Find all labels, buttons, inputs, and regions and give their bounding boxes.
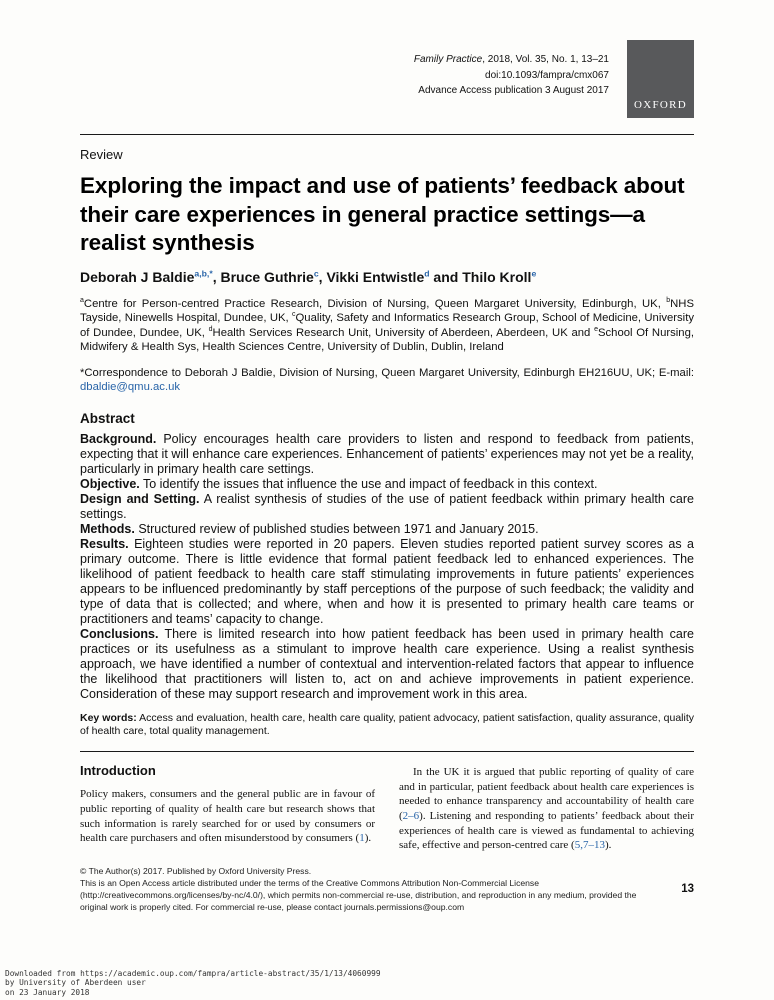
affiliation-ref[interactable]: d <box>424 268 430 279</box>
text-segment: NHS Tayside, Ninewells Hospital, Dundee, UK, <box>80 297 694 325</box>
advance-access-line: Advance Access publication 3 August 2017 <box>418 85 609 96</box>
text-segment: Access and evaluation, health care, health care quality, patient advocacy, patient satisfaction, quality assurance, quality of health care, total quality management. <box>80 711 694 738</box>
citation-link[interactable]: 5,7–13 <box>574 839 605 852</box>
abstract-body <box>80 432 694 702</box>
paragraph-label: Methods. <box>80 521 135 536</box>
affiliation-marker: b <box>666 296 671 304</box>
abstract-paragraph-background <box>80 432 694 477</box>
text-segment: *Correspondence to Deborah J Baldie, Division of Nursing, Queen Margaret University, Edinburgh EH216UU, UK; E-mail: <box>80 366 694 379</box>
affiliations <box>80 297 694 355</box>
text-segment: A realist synthesis of studies of the use of patient feedback within primary health care settings. <box>80 491 694 521</box>
text-segment: and Thilo Kroll <box>429 268 532 285</box>
abstract-paragraph-methods <box>80 522 694 537</box>
text-segment: , 2018, Vol. 35, No. 1, 13–21 <box>482 54 609 65</box>
journal-name: Family Practice <box>413 54 483 65</box>
abstract-paragraph-results <box>80 537 694 627</box>
text-segment: ). <box>604 839 612 852</box>
header-rule <box>80 134 694 135</box>
article-title: Exploring the impact and use of patients’ feedback about their care experiences in general practice settings—a realist synthesis <box>80 173 685 256</box>
paragraph-label: Conclusions. <box>80 626 159 641</box>
text-segment: Structured review of published studies between 1971 and January 2015. <box>134 521 539 536</box>
text-segment: Quality, Safety and Informatics Research Group, School of Medicine, University of Dundee, Dundee, UK, <box>80 312 694 339</box>
text-segment: In the UK it is argued that public reporting of quality of care and in particular, patient feedback about health care experiences is needed to enhance transparency and accountability of health care ( <box>399 766 694 822</box>
citation-link[interactable]: 2–6 <box>402 810 420 822</box>
affiliation-marker: e <box>594 325 598 333</box>
affiliation-marker: c <box>292 311 296 319</box>
text-segment: Health Services Research Unit, University of Aberdeen, Aberdeen, UK and <box>212 326 595 339</box>
paragraph-label: Design and Setting. <box>80 491 200 506</box>
text-segment: School Of Nursing, Midwifery & Health Sys, Health Sciences Centre, University of Dublin, Dublin, Ireland <box>80 326 694 354</box>
doi-line: doi:10.1093/fampra/cmx067 <box>485 69 609 81</box>
text-segment: Eighteen studies were reported in 20 papers. Eleven studies reported patient survey scores as a primary outcome. There is little evidence that formal patient feedback led to enhanced experiences. The likelihood of patient feedback to health care staff stimulating improvements in future patients’ experiences appears to be influenced predominantly by staff perceptions of the purpose of such feedback; the validity and type of data that is collected; and where, when and how it is presented to primary health care teams or practitioners and teams’ capacity to change. <box>80 536 694 626</box>
citation-block <box>414 40 609 118</box>
abstract-heading: Abstract <box>80 410 135 426</box>
text-segment: Policy encourages health care providers to listen and respond to feedback from patients, expecting that it will enhance care experiences. Enhancement of patients’ experiences may not yet be a reality, particularly in primary health care settings. <box>80 431 694 476</box>
watermark-line: on 23 January 2018 <box>5 987 90 997</box>
footer <box>80 865 694 913</box>
text-segment: Deborah J Baldie <box>80 268 195 285</box>
introduction-heading: Introduction <box>80 763 156 779</box>
citation-link[interactable]: 1 <box>359 832 365 845</box>
abstract-paragraph-conclusions <box>80 627 694 702</box>
keywords-label: Key words: <box>80 711 137 724</box>
text-segment: , Bruce Guthrie <box>212 268 314 285</box>
license-block <box>80 865 655 913</box>
article-header <box>80 0 694 118</box>
body-rule <box>80 751 694 752</box>
abstract-paragraph-design <box>80 492 694 522</box>
page-number: 13 <box>681 882 694 895</box>
paragraph-label: Objective. <box>80 476 140 491</box>
right-column <box>399 762 694 853</box>
affiliation-marker: d <box>208 325 213 333</box>
license-text: This is an Open Access article distributed under the terms of the Creative Commons Attribution Non-Commercial License (http://creativecommons.org/licenses/by-nc/4.0/), which permits non-commercial re-use, distribution, and reproduction in any medium, provided the original work is properly cited. For commercial re-use, please contact journals.permissions@oup.com <box>80 877 637 912</box>
author-line <box>80 269 694 285</box>
two-column-body <box>80 762 694 853</box>
text-segment: ). <box>364 832 372 845</box>
affiliation-ref[interactable]: e <box>531 268 537 279</box>
email-link[interactable]: dbaldie@qmu.ac.uk <box>80 381 181 394</box>
abstract-paragraph-objective <box>80 477 694 492</box>
paragraph-label: Background. <box>80 431 157 446</box>
oxford-logo <box>627 40 694 118</box>
correspondence <box>80 366 694 395</box>
keywords <box>80 712 694 739</box>
journal-citation <box>414 52 609 68</box>
copyright-line: © The Author(s) 2017. Published by Oxford University Press. <box>80 865 312 876</box>
download-watermark <box>5 969 381 998</box>
watermark-line: Downloaded from https://academic.oup.com/fampra/article-abstract/35/1/13/4060999 <box>5 968 381 978</box>
left-column <box>80 762 375 853</box>
intro-paragraph-right <box>399 765 694 853</box>
affiliation-ref[interactable]: c <box>313 268 319 279</box>
text-segment: There is limited research into how patient feedback has been used in primary health care practices or its usefulness as a stimulant to improve health care experience. Using a realist synthesis approach, we have identified a number of contextual and intervention-related factors that appear to influence the likelihood that practitioners will listen to, act on and achieve improvements in patient experience. Consideration of these may support research and improvement work in this area. <box>80 626 694 701</box>
intro-paragraph-left <box>80 787 375 846</box>
oxford-logo-text: OXFORD <box>633 99 688 111</box>
affiliation-marker: a <box>80 296 84 304</box>
section-label: Review <box>80 147 123 162</box>
text-segment: Centre for Person-centred Practice Research, Division of Nursing, Queen Margaret University, Edinburgh, UK, <box>83 297 667 310</box>
text-segment: , Vikki Entwistle <box>318 268 425 285</box>
affiliation-ref[interactable]: a,b,* <box>194 268 213 279</box>
watermark-line: by University of Aberdeen user <box>5 978 146 987</box>
text-segment: ). Listening and responding to patients’ feedback about their experiences of health care is viewed as fundamental to achieving safe, effective and person-centred care ( <box>399 810 694 852</box>
text-segment: To identify the issues that influence the use and impact of feedback in this context. <box>139 476 598 491</box>
text-segment: Policy makers, consumers and the general public are in favour of public reporting of quality of health care but research shows that such information is rarely searched for or used by consumers or health care purchasers and often misunderstood by consumers ( <box>80 788 375 845</box>
paragraph-label: Results. <box>80 536 129 551</box>
